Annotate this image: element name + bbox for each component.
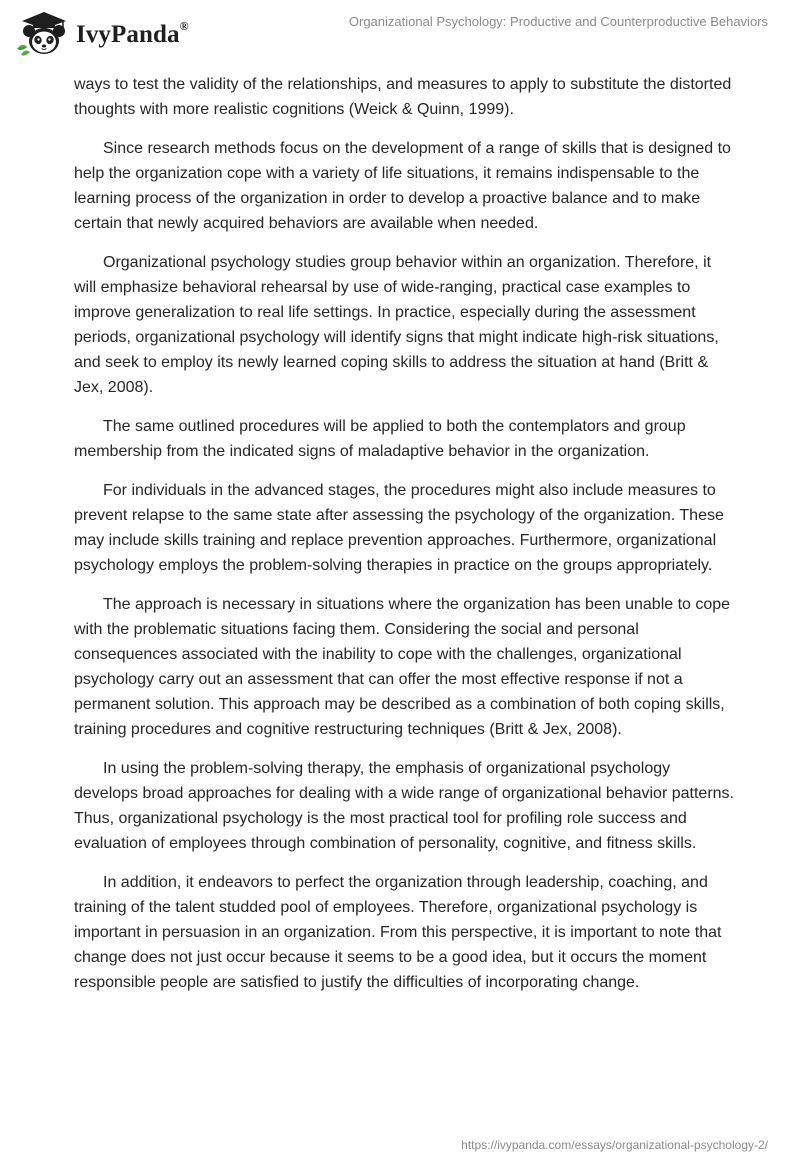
panda-graduation-icon [14,9,70,57]
paragraph: In using the problem-solving therapy, the emphasis of organizational psychology develops broad approaches for dealing with a wide range of organizational behavior patterns. Thus, organizational psychology is the most practical tool for profiling role success and evaluation of employees through combination of personality, cognitive, and fitness skills. [74,760,734,852]
paragraph: The same outlined procedures will be applied to both the contemplators and group membership from the indicated signs of maladaptive behavior in the organization. [74,418,686,460]
registered-mark: ® [179,19,189,33]
document-title: Organizational Psychology: Productive and Counterproductive Behaviors [348,14,768,29]
paragraph-continuation: ways to test the validity of the relationships, and measures to apply to substitute the distorted thoughts with more realistic cognitions (Weick & Quinn, 1999). [74,76,732,118]
ivypanda-logo[interactable] [14,9,189,57]
paragraph: Since research methods focus on the development of a range of skills that is designed to help the organization cope with a variety of life situations, it remains indispensable to the learning process of the organization in order to develop a proactive balance and to make certain that newly acquired behaviors are available when needed. [74,140,731,232]
source-url[interactable]: https://ivypanda.com/essays/organizational-psychology-2/ [461,1138,768,1152]
paragraph: Organizational psychology studies group behavior within an organization. Therefore, it will emphasize behavioral rehearsal by use of wide-ranging, practical case examples to improve generalization to real life settings. In practice, especially during the assessment periods, organizational psychology will identify signs that might indicate high-risk situations, and seek to employ its newly learned coping skills to address the situation at hand (Britt & Jex, 2008). [74,254,719,396]
brand-name: IvyPanda [76,21,180,48]
logo-wordmark [76,19,189,49]
paragraph: For individuals in the advanced stages, the procedures might also include measures to prevent relapse to the same state after assessing the psychology of the organization. These may include skills training and replace prevention approaches. Furthermore, organizational psychology employs the problem-solving therapies in practice on the groups appropriately. [74,482,724,574]
page-header [0,0,800,70]
paragraph: In addition, it endeavors to perfect the organization through leadership, coaching, and training of the talent studded pool of employees. Therefore, organizational psychology is important in persuasion in an organization. From this perspective, it is important to note that change does not just occur because it seems to be a good idea, but it occurs the moment responsible people are satisfied to justify the difficulties of incorporating change. [74,874,722,991]
essay-body [74,72,734,1009]
paragraph: The approach is necessary in situations where the organization has been unable to cope with the problematic situations facing them. Considering the social and personal consequences associated with the inability to cope with the challenges, organizational psychology carry out an assessment that can offer the most effective response if not a permanent solution. This approach may be described as a combination of both coping skills, training procedures and cognitive restructuring techniques (Britt & Jex, 2008). [74,596,731,738]
